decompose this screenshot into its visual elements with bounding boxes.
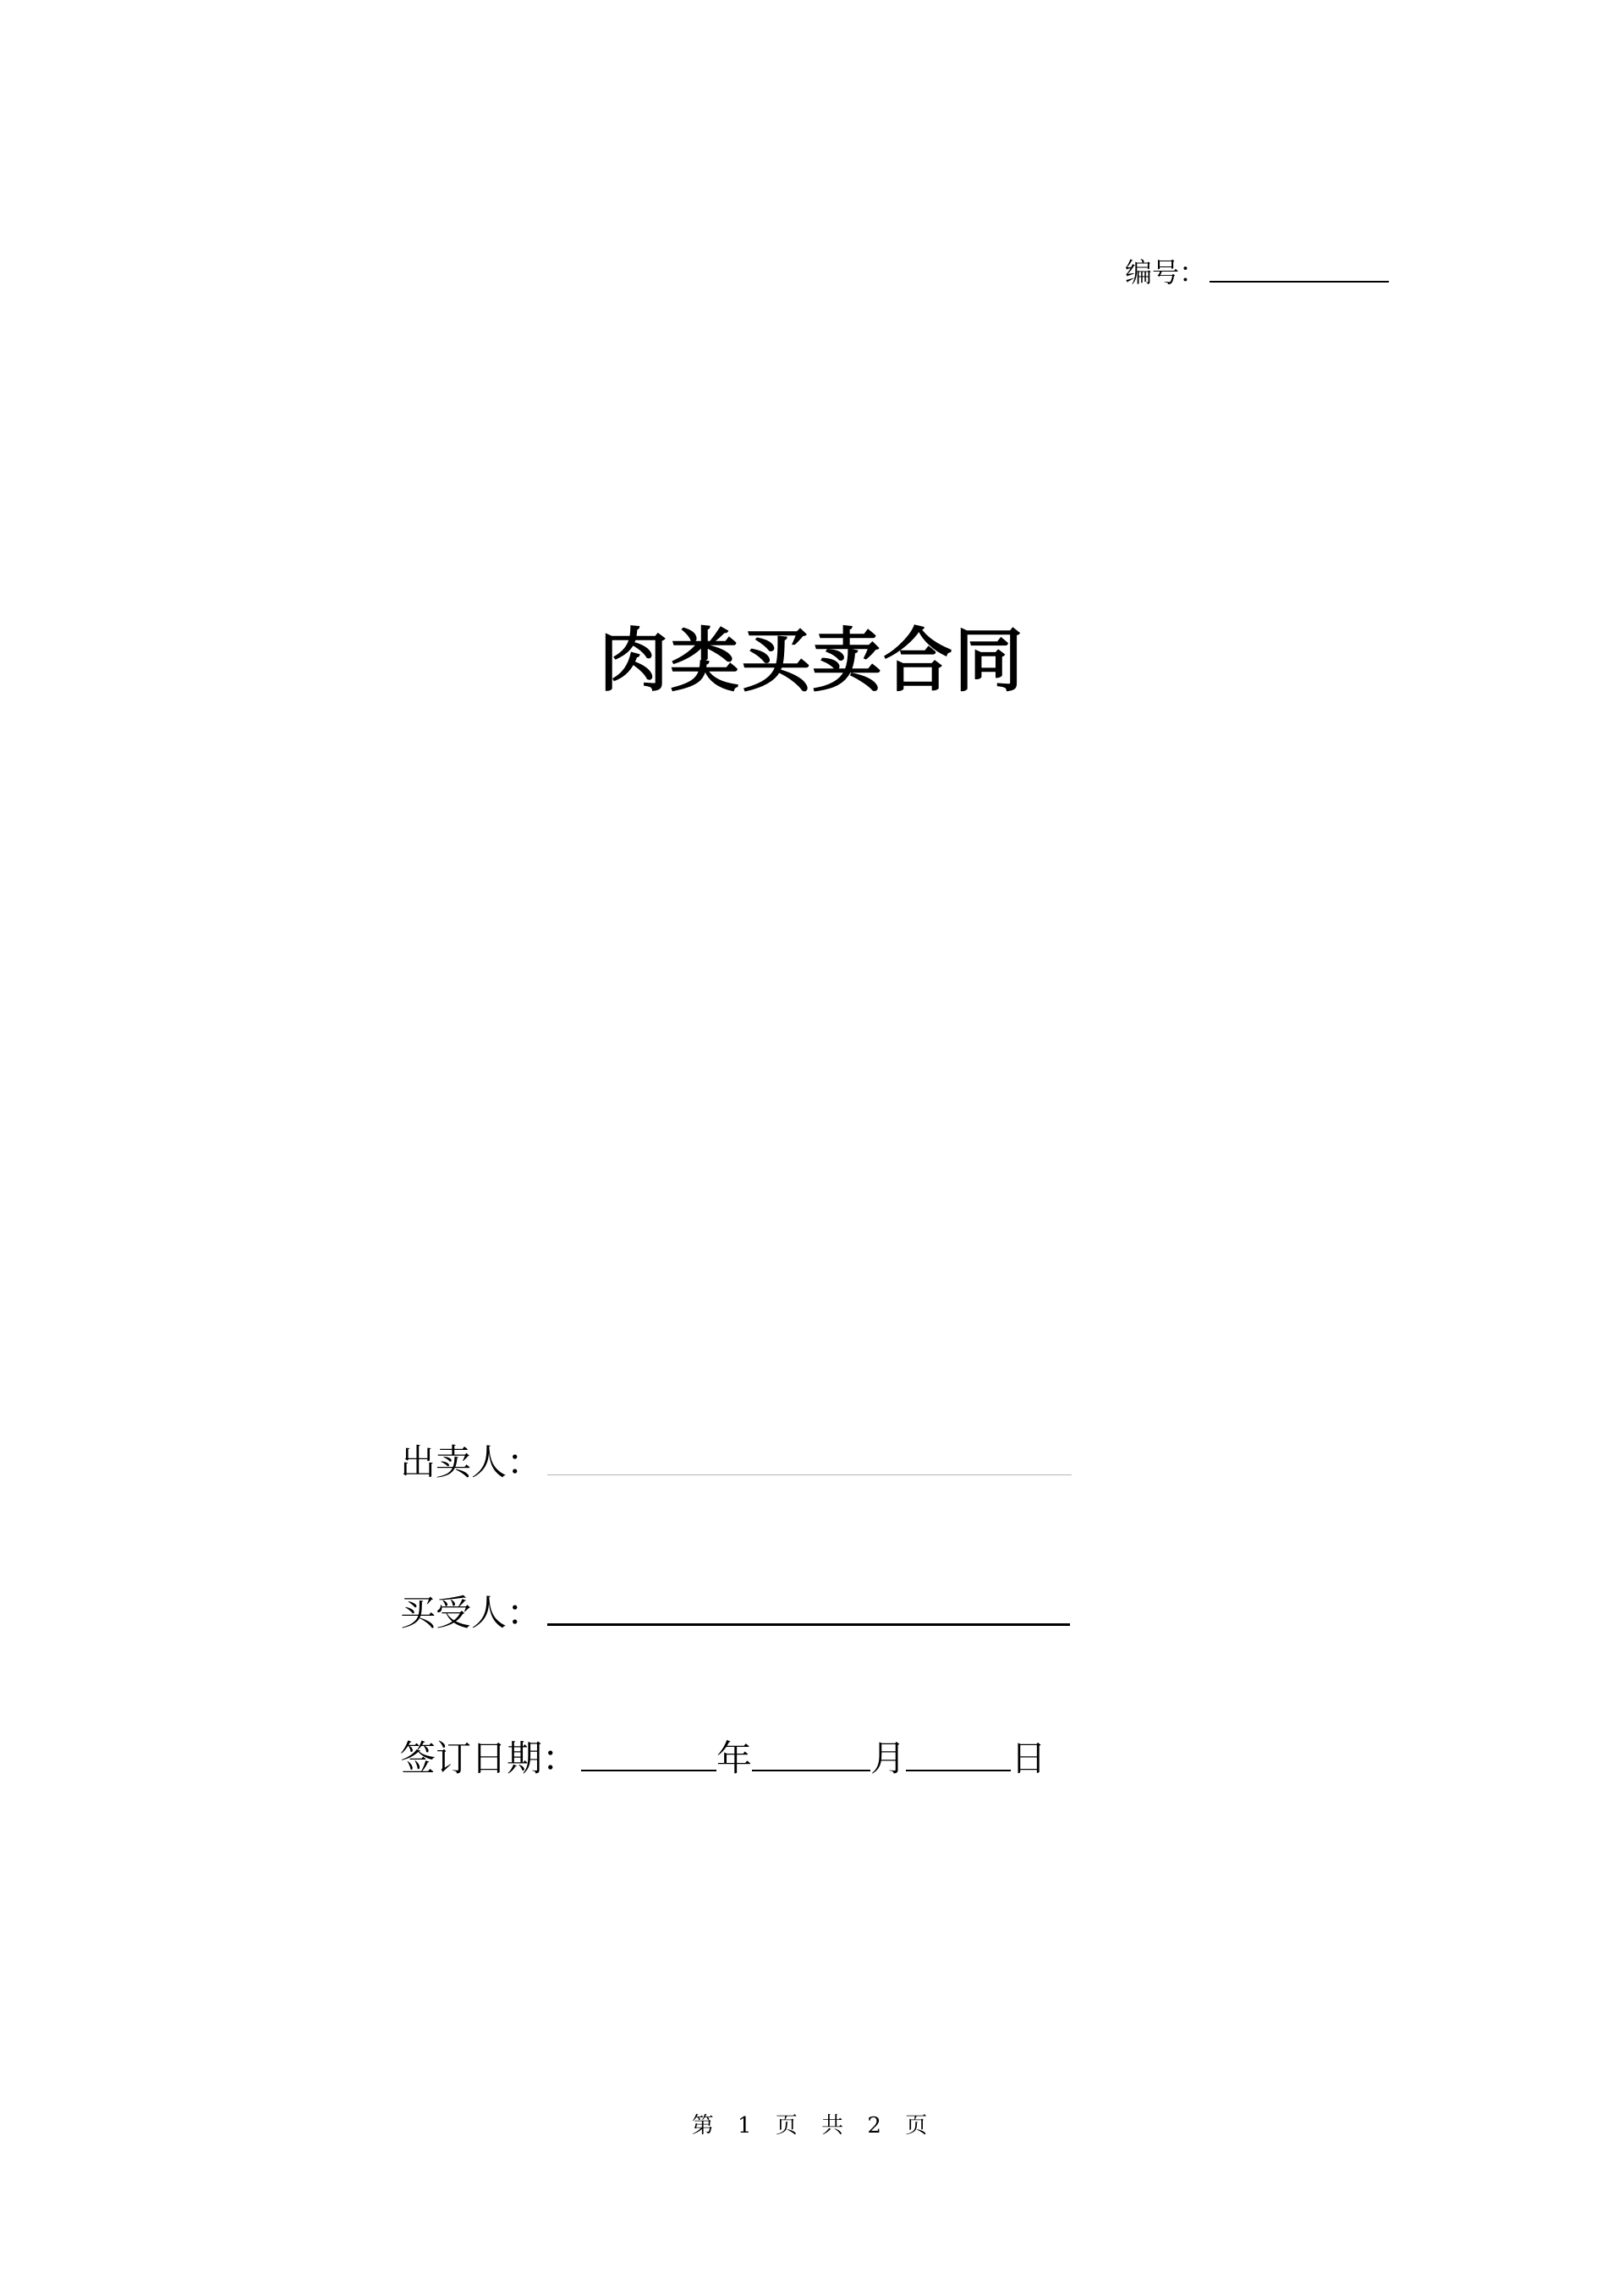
contract-number — [1125, 245, 1389, 286]
month-blank-line — [752, 1770, 870, 1771]
seller-blank-line — [547, 1474, 1072, 1475]
document-title: 肉类买卖合同 — [598, 620, 1025, 701]
month-unit: 月 — [870, 1738, 907, 1779]
buyer-blank-line — [547, 1623, 1070, 1626]
signing-date-field — [400, 1726, 1047, 1779]
seller-field — [400, 1430, 1072, 1483]
year-blank-line — [581, 1770, 716, 1771]
contract-number-blank — [1210, 281, 1389, 283]
buyer-field — [400, 1580, 1070, 1631]
day-unit: 日 — [1011, 1738, 1047, 1779]
page-footer: 第 1 页 共 2 页 — [691, 2113, 933, 2139]
seller-label: 出卖人： — [400, 1441, 543, 1483]
contract-number-label: 编号： — [1125, 256, 1207, 288]
day-blank-line — [906, 1770, 1011, 1771]
buyer-label: 买受人： — [400, 1592, 543, 1633]
year-unit: 年 — [716, 1738, 753, 1779]
signing-date-label: 签订日期： — [400, 1738, 579, 1779]
